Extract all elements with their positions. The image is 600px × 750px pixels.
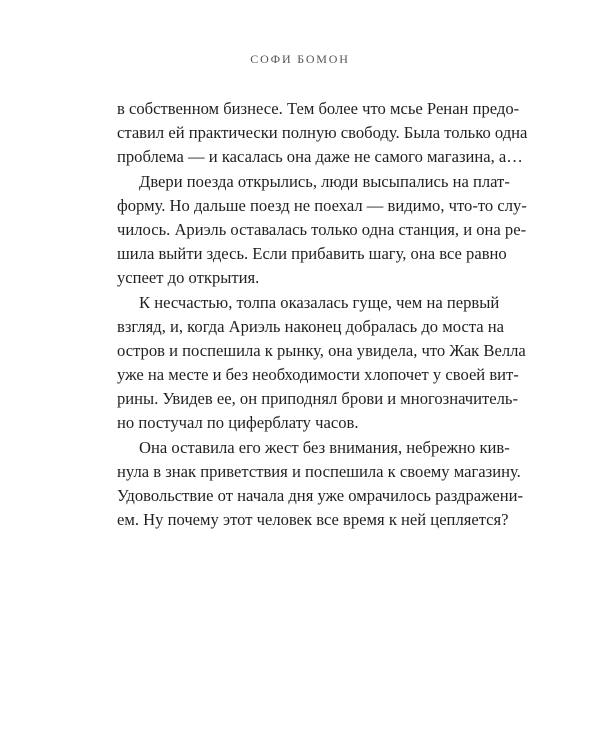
text-line: уже на месте и без необходимости хлопочет у своей вит- — [117, 365, 519, 385]
text-line: остров и поспешила к рынку, она увидела, что Жак Велла — [117, 340, 526, 360]
text-line: Она оставила его жест без внимания, небрежно кив- — [139, 437, 510, 457]
paragraph-3 — [117, 291, 526, 436]
text-line: взгляд, и, когда Ариэль наконец добралась до моста на — [117, 316, 505, 336]
text-line: Двери поезда открылись, люди высыпались на плат- — [139, 171, 510, 191]
text-line: проблема — и касалась она даже не самого магазина, а… — [117, 147, 523, 167]
text-line: ставил ей практически полную свободу. Была только одна — [117, 123, 528, 143]
text-line: шила выйти здесь. Если прибавить шагу, она все равно — [117, 244, 507, 264]
text-line: но постучал по циферблату часов. — [117, 413, 359, 433]
text-line: Удовольствие от начала дня уже омрачилось раздражени- — [117, 486, 524, 505]
body-text — [117, 97, 528, 532]
running-head-author: СОФИ БОМОН — [250, 52, 350, 66]
text-line: успеет до открытия. — [117, 268, 260, 288]
text-line: чилось. Ариэль оставалась только одна станция, и она ре- — [117, 219, 527, 239]
text-line: К несчастью, толпа оказалась гуще, чем на первый — [139, 292, 500, 312]
paragraph-2 — [117, 170, 527, 291]
paragraph-1 — [117, 97, 528, 170]
text-line: в собственном бизнесе. Тем более что мсье Ренан предо- — [117, 99, 520, 118]
text-line: нула в знак приветствия и поспешила к своему магазину. — [117, 461, 521, 481]
paragraph-4 — [117, 436, 524, 533]
text-line: ем. Ну почему этот человек все время к ней цепляется? — [117, 510, 509, 530]
text-line: рины. Увидев ее, он приподнял брови и многозначитель- — [117, 389, 519, 409]
text-line: форму. Но дальше поезд не поехал — видимо, что-то слу- — [117, 195, 527, 215]
